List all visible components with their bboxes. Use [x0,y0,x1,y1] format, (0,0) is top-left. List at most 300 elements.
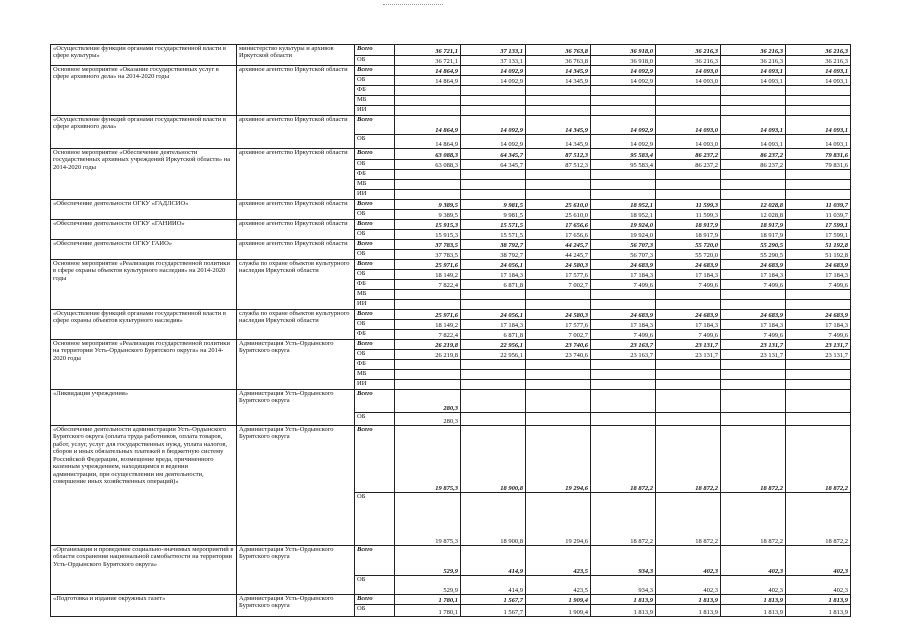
amount-cell: 17 184,3 [721,320,786,330]
amount-cell: 6 871,8 [461,280,526,290]
amount-cell [526,290,591,300]
amount-cell: 18 872,2 [786,426,851,493]
amount-cell: 1 813,9 [721,605,786,617]
amount-cell: 414,9 [461,546,526,576]
table-row [51,260,851,270]
amount-cell: 1 780,1 [395,605,461,617]
amount-cell: 36 721,1 [395,45,461,56]
amount-cell: 64 345,7 [461,149,526,160]
amount-cell [526,380,591,390]
amount-cell: 55 290,5 [721,250,786,260]
executor-cell: Администрация Усть-Ордынского Бурятского округа [237,546,355,595]
amount-cell [461,390,526,413]
amount-cell [656,370,721,380]
amount-cell: 7 499,6 [656,280,721,290]
amount-cell [786,380,851,390]
amount-cell: 280,3 [395,390,461,413]
funding-source-cell: ОБ [355,160,395,170]
amount-cell: 1 813,9 [721,595,786,605]
amount-cell [591,390,656,413]
amount-cell: 44 245,7 [526,240,591,250]
amount-cell [721,413,786,426]
amount-cell: 402,3 [656,576,721,595]
funding-source-cell: ОБ [355,320,395,330]
amount-cell: 64 345,7 [461,160,526,170]
amount-cell: 14 093,1 [786,116,851,135]
amount-cell: 14 093,1 [721,76,786,86]
amount-cell: 14 093,0 [656,116,721,135]
amount-cell: 38 792,7 [461,250,526,260]
amount-cell: 23 131,7 [786,340,851,350]
amount-cell [526,106,591,116]
funding-source-cell: ОБ [355,56,395,66]
amount-cell: 18 872,2 [721,493,786,546]
amount-cell: 280,3 [395,413,461,426]
amount-cell: 14 092,9 [591,66,656,76]
amount-cell: 14 092,9 [461,116,526,135]
amount-cell [786,413,851,426]
amount-cell [395,180,461,190]
funding-source-cell: ИИ [355,300,395,310]
amount-cell: 17 184,3 [721,270,786,280]
amount-cell: 934,3 [591,576,656,595]
amount-cell [656,290,721,300]
amount-cell [656,190,721,200]
amount-cell: 17 184,3 [591,270,656,280]
amount-cell: 18 872,2 [591,493,656,546]
amount-cell: 86 237,2 [721,160,786,170]
amount-cell: 17 599,1 [786,230,851,240]
amount-cell [461,106,526,116]
funding-source-cell: ИИ [355,190,395,200]
amount-cell: 7 499,6 [721,330,786,340]
amount-cell: 18 872,2 [786,493,851,546]
budget-table [50,44,851,617]
amount-cell: 18 917,9 [656,220,721,230]
table-row [51,426,851,493]
executor-cell: Администрация Усть-Ордынского Бурятского округа [237,595,355,617]
amount-cell: 14 092,9 [591,76,656,86]
funding-source-cell: Всего [355,310,395,320]
activity-name-cell: «Ликвидация учреждения» [51,390,237,426]
funding-source-cell: ОБ [355,413,395,426]
amount-cell: 17 184,3 [656,270,721,280]
amount-cell: 37 133,1 [461,56,526,66]
amount-cell: 1 813,9 [591,605,656,617]
amount-cell: 24 683,9 [721,260,786,270]
amount-cell: 23 131,7 [721,340,786,350]
amount-cell [721,106,786,116]
amount-cell: 7 499,6 [786,280,851,290]
amount-cell: 19 924,0 [591,220,656,230]
amount-cell: 17 184,3 [656,320,721,330]
amount-cell: 25 971,6 [395,260,461,270]
amount-cell: 17 599,1 [786,220,851,230]
amount-cell [395,190,461,200]
amount-cell [786,106,851,116]
amount-cell [395,86,461,96]
executor-cell: служба по охране объектов культурного наследия Иркутской области [237,260,355,310]
activity-name-cell: «Осуществление функций органами государственной власти в сфере архивного дела» [51,116,237,149]
amount-cell: 14 093,1 [786,135,851,149]
funding-source-cell: ОБ [355,250,395,260]
amount-cell [591,106,656,116]
amount-cell [656,180,721,190]
amount-cell: 18 149,2 [395,270,461,280]
funding-source-cell: ОБ [355,230,395,240]
amount-cell: 14 864,9 [395,116,461,135]
amount-cell: 18 872,2 [591,426,656,493]
amount-cell [526,170,591,180]
amount-cell: 23 131,7 [721,350,786,360]
amount-cell: 37 133,1 [461,45,526,56]
amount-cell [656,390,721,413]
amount-cell [591,96,656,106]
funding-source-cell: ОБ [355,350,395,360]
amount-cell: 17 577,6 [526,270,591,280]
amount-cell: 79 831,6 [786,149,851,160]
amount-cell: 14 093,0 [656,135,721,149]
amount-cell: 24 683,9 [786,310,851,320]
amount-cell: 14 093,1 [721,135,786,149]
funding-source-cell: ИИ [355,106,395,116]
executor-cell: Администрация Усть-Ордынского Бурятского округа [237,340,355,390]
amount-cell: 7 499,6 [786,330,851,340]
amount-cell: 14 093,1 [721,66,786,76]
amount-cell: 14 093,0 [656,76,721,86]
amount-cell: 15 915,3 [395,220,461,230]
amount-cell: 24 683,9 [786,260,851,270]
amount-cell: 23 163,7 [591,340,656,350]
amount-cell [591,300,656,310]
amount-cell [461,290,526,300]
table-row [51,240,851,250]
amount-cell [656,413,721,426]
amount-cell: 18 900,8 [461,426,526,493]
table-row [51,310,851,320]
amount-cell: 22 956,1 [461,350,526,360]
amount-cell: 55 720,0 [656,250,721,260]
amount-cell: 14 345,9 [526,135,591,149]
amount-cell: 18 872,2 [656,426,721,493]
amount-cell: 17 184,3 [786,270,851,280]
amount-cell: 36 721,1 [395,56,461,66]
funding-source-cell: МБ [355,96,395,106]
amount-cell: 22 956,1 [461,340,526,350]
amount-cell [721,170,786,180]
amount-cell: 63 088,3 [395,149,461,160]
amount-cell: 24 683,9 [656,310,721,320]
amount-cell: 7 499,6 [656,330,721,340]
amount-cell: 17 184,3 [461,270,526,280]
funding-source-cell: ОБ [355,135,395,149]
amount-cell: 24 056,1 [461,310,526,320]
amount-cell [656,300,721,310]
amount-cell: 1 567,7 [461,605,526,617]
amount-cell: 9 981,5 [461,200,526,210]
funding-source-cell: МБ [355,370,395,380]
executor-cell: архивное агентство Иркутской области [237,240,355,260]
amount-cell: 23 131,7 [656,350,721,360]
funding-source-cell: Всего [355,66,395,76]
amount-cell [395,360,461,370]
amount-cell: 14 864,9 [395,66,461,76]
amount-cell [591,290,656,300]
amount-cell: 14 093,0 [656,66,721,76]
amount-cell [461,170,526,180]
amount-cell: 63 088,3 [395,160,461,170]
amount-cell: 1 813,9 [656,605,721,617]
amount-cell [526,300,591,310]
amount-cell: 14 092,9 [461,76,526,86]
amount-cell: 14 092,9 [591,135,656,149]
amount-cell: 36 216,3 [721,45,786,56]
funding-source-cell: Всего [355,390,395,413]
amount-cell: 7 822,4 [395,330,461,340]
amount-cell: 1 909,4 [526,605,591,617]
amount-cell: 25 610,0 [526,200,591,210]
amount-cell: 14 092,9 [461,135,526,149]
amount-cell: 24 683,9 [591,260,656,270]
amount-cell: 51 192,8 [786,250,851,260]
amount-cell [395,300,461,310]
amount-cell [786,96,851,106]
amount-cell [656,96,721,106]
executor-cell: Администрация Усть-Ордынского Бурятского округа [237,390,355,426]
amount-cell: 7 002,7 [526,330,591,340]
amount-cell: 12 028,8 [721,210,786,220]
budget-table-body [51,45,851,617]
amount-cell: 18 872,2 [656,493,721,546]
table-row [51,66,851,76]
amount-cell: 1 780,1 [395,595,461,605]
table-row [51,149,851,160]
amount-cell: 7 499,6 [721,280,786,290]
amount-cell [721,96,786,106]
amount-cell: 18 149,2 [395,320,461,330]
amount-cell [721,180,786,190]
table-row [51,595,851,605]
amount-cell: 23 131,7 [656,340,721,350]
amount-cell [786,180,851,190]
funding-source-cell: Всего [355,220,395,230]
amount-cell: 55 720,0 [656,240,721,250]
amount-cell: 24 683,9 [721,310,786,320]
amount-cell [461,413,526,426]
amount-cell [786,300,851,310]
amount-cell: 11 039,7 [786,200,851,210]
amount-cell: 934,3 [591,546,656,576]
amount-cell: 1 813,9 [786,605,851,617]
amount-cell [786,360,851,370]
amount-cell [591,413,656,426]
amount-cell [721,360,786,370]
scan-margin-mark [383,4,443,7]
amount-cell: 14 093,1 [721,116,786,135]
activity-name-cell: «Осуществление функции органами государственной власти в сфере культуры» [51,45,237,66]
amount-cell [786,390,851,413]
funding-source-cell: Всего [355,45,395,56]
amount-cell: 19 924,0 [591,230,656,240]
funding-source-cell: Всего [355,240,395,250]
funding-source-cell: ОБ [355,270,395,280]
amount-cell: 15 571,5 [461,220,526,230]
amount-cell: 56 707,3 [591,250,656,260]
funding-source-cell: Всего [355,340,395,350]
funding-source-cell: Всего [355,149,395,160]
amount-cell [721,290,786,300]
amount-cell: 402,3 [721,576,786,595]
activity-name-cell: «Подготовка и издание окружных газет» [51,595,237,617]
amount-cell [591,170,656,180]
amount-cell: 86 237,2 [656,160,721,170]
activity-name-cell: Основное мероприятие «Оказание государственных услуг в сфере архивного дела» на 2014-2020 годы [51,66,237,116]
amount-cell [395,170,461,180]
executor-cell: архивное агентство Иркутской области [237,149,355,200]
amount-cell [395,380,461,390]
amount-cell: 23 163,7 [591,350,656,360]
amount-cell [591,360,656,370]
funding-source-cell: МБ [355,180,395,190]
amount-cell: 15 571,5 [461,230,526,240]
amount-cell: 1 567,7 [461,595,526,605]
amount-cell [461,360,526,370]
activity-name-cell: Основное мероприятие «Обеспечение деятельности государственных архивных учреждений Иркутской области» на 2014-2020 годы [51,149,237,200]
amount-cell [395,370,461,380]
amount-cell: 24 580,3 [526,260,591,270]
amount-cell: 17 184,3 [461,320,526,330]
activity-name-cell: Основное мероприятие «Реализация государственной политики в сфере охраны объектов культурного наследия» на 2014-2020 годы [51,260,237,310]
amount-cell: 17 656,6 [526,220,591,230]
funding-source-cell: ФБ [355,280,395,290]
amount-cell: 1 813,9 [591,595,656,605]
amount-cell [395,96,461,106]
amount-cell: 18 900,8 [461,493,526,546]
amount-cell: 19 294,6 [526,426,591,493]
amount-cell: 17 184,3 [786,320,851,330]
funding-source-cell: ФБ [355,86,395,96]
amount-cell: 18 917,9 [721,230,786,240]
amount-cell: 414,9 [461,576,526,595]
amount-cell [526,413,591,426]
amount-cell [656,380,721,390]
amount-cell: 11 039,7 [786,210,851,220]
amount-cell: 37 783,5 [395,240,461,250]
amount-cell: 6 871,8 [461,330,526,340]
amount-cell: 12 028,8 [721,200,786,210]
amount-cell: 402,3 [786,546,851,576]
amount-cell: 36 763,8 [526,45,591,56]
activity-name-cell: «Организация и проведение социально-значимых мероприятий в области сохранения национальной самобытности на территории Усть-Ордынского Бурятского округа» [51,546,237,595]
amount-cell: 87 512,3 [526,149,591,160]
amount-cell: 15 915,3 [395,230,461,240]
amount-cell: 9 981,5 [461,210,526,220]
amount-cell: 79 831,6 [786,160,851,170]
amount-cell [656,106,721,116]
table-row [51,45,851,56]
funding-source-cell: Всего [355,426,395,493]
table-row [51,390,851,413]
amount-cell [461,86,526,96]
amount-cell [721,370,786,380]
amount-cell [656,170,721,180]
amount-cell [395,290,461,300]
amount-cell [461,96,526,106]
funding-source-cell: ОБ [355,493,395,546]
funding-source-cell: ОБ [355,576,395,595]
amount-cell [526,370,591,380]
amount-cell [721,86,786,96]
amount-cell: 14 864,9 [395,135,461,149]
amount-cell: 7 499,6 [591,330,656,340]
amount-cell: 23 740,6 [526,350,591,360]
executor-cell: архивное агентство Иркутской области [237,116,355,149]
amount-cell [786,290,851,300]
amount-cell: 36 918,0 [591,56,656,66]
executor-cell: министерство культуры и архивов Иркутской области [237,45,355,66]
funding-source-cell: ОБ [355,605,395,617]
amount-cell: 423,5 [526,576,591,595]
amount-cell [526,360,591,370]
table-row [51,116,851,135]
amount-cell [526,86,591,96]
amount-cell: 24 580,3 [526,310,591,320]
amount-cell: 36 216,3 [656,56,721,66]
amount-cell: 17 656,6 [526,230,591,240]
amount-cell: 36 216,3 [721,56,786,66]
amount-cell: 23 740,6 [526,340,591,350]
funding-source-cell: Всего [355,116,395,135]
amount-cell: 36 216,3 [786,56,851,66]
amount-cell [786,86,851,96]
amount-cell: 14 092,9 [461,66,526,76]
amount-cell [656,86,721,96]
amount-cell [721,300,786,310]
activity-name-cell: Основное мероприятие «Реализация государственной политики на территории Усть-Ордынского Бурятского округа» на 2014-2020 годы [51,340,237,390]
amount-cell [591,380,656,390]
amount-cell: 14 345,9 [526,76,591,86]
amount-cell [721,390,786,413]
funding-source-cell: Всего [355,595,395,605]
amount-cell: 7 822,4 [395,280,461,290]
activity-name-cell: «Обеспечение деятельности ОГКУ ГАИО» [51,240,237,260]
amount-cell [591,86,656,96]
amount-cell [721,380,786,390]
amount-cell: 56 707,3 [591,240,656,250]
amount-cell: 87 512,3 [526,160,591,170]
amount-cell: 14 092,9 [591,116,656,135]
amount-cell: 55 290,5 [721,240,786,250]
amount-cell: 402,3 [656,546,721,576]
amount-cell [721,190,786,200]
amount-cell [526,180,591,190]
amount-cell [786,190,851,200]
amount-cell: 9 389,5 [395,200,461,210]
amount-cell: 7 002,7 [526,280,591,290]
amount-cell: 36 216,3 [786,45,851,56]
amount-cell: 14 093,1 [786,66,851,76]
activity-name-cell: «Осуществление функций органами государственной власти в сфере охраны объектов культурного наследия» [51,310,237,340]
amount-cell: 18 952,1 [591,200,656,210]
amount-cell: 1 909,4 [526,595,591,605]
amount-cell: 36 918,0 [591,45,656,56]
funding-source-cell: ОБ [355,76,395,86]
amount-cell: 402,3 [721,546,786,576]
amount-cell [591,180,656,190]
amount-cell [461,370,526,380]
funding-source-cell: ИИ [355,380,395,390]
amount-cell: 19 875,3 [395,426,461,493]
